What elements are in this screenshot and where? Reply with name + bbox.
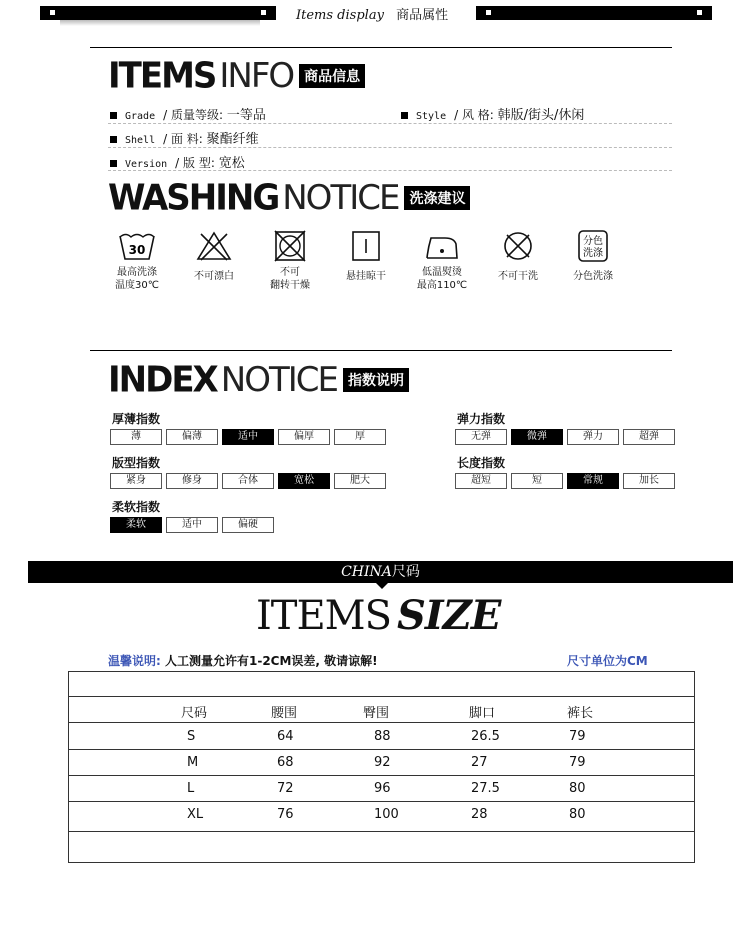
title-thin: INFO bbox=[219, 56, 294, 96]
no-tumble-dry-icon bbox=[271, 230, 309, 262]
table-cell: S bbox=[187, 729, 196, 744]
wash-label bbox=[326, 270, 406, 283]
index-option: 适中 bbox=[166, 517, 218, 533]
table-cell: 88 bbox=[374, 729, 391, 744]
wash-label-line1: 不可 bbox=[280, 267, 300, 278]
bullet-icon bbox=[110, 112, 117, 119]
index-option: 偏厚 bbox=[278, 429, 330, 445]
table-cell: 76 bbox=[277, 807, 294, 822]
table-header: 腰围 bbox=[271, 706, 298, 721]
table-cell: 92 bbox=[374, 755, 391, 770]
separate-wash-icon bbox=[574, 230, 612, 262]
index-label-softness: 柔软指数 bbox=[112, 500, 161, 514]
table-cell: 100 bbox=[374, 807, 399, 822]
no-dry-clean-icon bbox=[499, 230, 537, 262]
size-title-b: SIZE bbox=[397, 592, 501, 639]
title-bold: INDEX bbox=[108, 359, 217, 401]
banner-title-en: Items display bbox=[296, 8, 384, 23]
wash-label bbox=[553, 270, 633, 283]
wash-item bbox=[402, 230, 482, 292]
hang-dry-icon bbox=[347, 230, 385, 262]
table-cell: 79 bbox=[569, 729, 586, 744]
table-header: 裤长 bbox=[567, 706, 594, 721]
index-option: 微弹 bbox=[511, 429, 563, 445]
banner-bar-right bbox=[476, 6, 712, 20]
wash-label-line1: 分色洗涤 bbox=[573, 271, 613, 282]
unit-note: 尺寸单位为CM bbox=[567, 654, 648, 668]
index-row-softness bbox=[110, 517, 278, 533]
index-row-thickness bbox=[110, 429, 390, 445]
svg-text:分色: 分色 bbox=[583, 236, 603, 247]
index-option: 合体 bbox=[222, 473, 274, 489]
wash-item bbox=[250, 230, 330, 292]
banner-shadow bbox=[60, 20, 260, 26]
wash-item bbox=[478, 230, 558, 283]
index-option: 修身 bbox=[166, 473, 218, 489]
square-icon bbox=[697, 10, 702, 15]
no-bleach-icon bbox=[195, 230, 233, 262]
index-option: 宽松 bbox=[278, 473, 330, 489]
info-label: / 风 格: bbox=[454, 108, 494, 122]
table-cell: 27.5 bbox=[471, 781, 500, 796]
table-cell: M bbox=[187, 755, 199, 770]
table-cell: 27 bbox=[471, 755, 488, 770]
table-header: 尺码 bbox=[181, 706, 208, 721]
index-option: 弹力 bbox=[567, 429, 619, 445]
china-size-bar bbox=[28, 561, 733, 583]
title-tag: 指数说明 bbox=[343, 368, 409, 392]
index-option: 柔软 bbox=[110, 517, 162, 533]
size-table bbox=[68, 671, 695, 863]
index-option: 肥大 bbox=[334, 473, 386, 489]
info-en: Grade bbox=[125, 111, 156, 122]
table-rule bbox=[69, 831, 694, 832]
table-header: 脚口 bbox=[469, 706, 496, 721]
size-title-a: ITEMS bbox=[256, 593, 392, 639]
wash-30-icon bbox=[118, 230, 156, 262]
svg-text:洗涤: 洗涤 bbox=[583, 248, 603, 259]
down-arrow-icon bbox=[376, 583, 388, 589]
index-row-length bbox=[455, 473, 679, 489]
info-en: Version bbox=[125, 159, 168, 170]
wash-label bbox=[174, 270, 254, 283]
index-row-fit bbox=[110, 473, 390, 489]
index-option: 适中 bbox=[222, 429, 274, 445]
note-label: 温馨说明: bbox=[108, 654, 161, 668]
info-row-grade bbox=[110, 104, 266, 123]
title-thin: NOTICE bbox=[282, 178, 399, 218]
square-icon bbox=[50, 10, 55, 15]
banner-title bbox=[296, 4, 448, 23]
wash-label bbox=[478, 270, 558, 283]
table-cell: XL bbox=[187, 807, 204, 822]
index-title bbox=[108, 360, 409, 400]
info-label: / 质量等级: bbox=[163, 108, 224, 122]
note-text: 人工测量允许有1-2CM误差, 敬请谅解! bbox=[165, 654, 378, 668]
table-rule bbox=[69, 801, 694, 802]
china-bar-en: CHINA bbox=[341, 564, 392, 580]
banner-bar-left bbox=[40, 6, 276, 20]
bullet-icon bbox=[401, 112, 408, 119]
title-tag: 商品信息 bbox=[299, 64, 365, 88]
table-rule bbox=[69, 696, 694, 697]
china-bar-cn: 尺码 bbox=[391, 564, 420, 580]
wash-item bbox=[326, 230, 406, 283]
title-bold: ITEMS bbox=[108, 55, 216, 97]
table-rule bbox=[69, 775, 694, 776]
wash-label bbox=[250, 266, 330, 292]
index-option: 加长 bbox=[623, 473, 675, 489]
title-tag: 洗涤建议 bbox=[404, 186, 470, 210]
wash-label-line1: 悬挂晾干 bbox=[346, 271, 386, 282]
wash-label-line1: 最高洗涤 bbox=[117, 267, 157, 278]
table-cell: 80 bbox=[569, 781, 586, 796]
banner-title-cn: 商品属性 bbox=[396, 8, 449, 23]
index-label-thickness: 厚薄指数 bbox=[112, 412, 161, 426]
title-bold: WASHING bbox=[108, 177, 279, 219]
bullet-icon bbox=[110, 160, 117, 167]
index-label-fit: 版型指数 bbox=[112, 456, 161, 470]
table-rule bbox=[69, 722, 694, 723]
table-cell: 26.5 bbox=[471, 729, 500, 744]
wash-label-line2: 最高110℃ bbox=[416, 280, 468, 291]
items-info-title bbox=[108, 56, 365, 96]
wash-item bbox=[97, 230, 177, 292]
wash-label-line1: 不可漂白 bbox=[194, 271, 234, 282]
index-label-elasticity: 弹力指数 bbox=[457, 412, 506, 426]
table-header: 臀围 bbox=[363, 706, 390, 721]
square-icon bbox=[261, 10, 266, 15]
index-option: 偏硬 bbox=[222, 517, 274, 533]
divider bbox=[90, 350, 672, 351]
low-iron-icon bbox=[423, 230, 461, 262]
washing-title bbox=[108, 178, 470, 218]
divider bbox=[90, 47, 672, 48]
table-cell: 72 bbox=[277, 781, 294, 796]
info-label: / 面 料: bbox=[163, 132, 203, 146]
info-value: 一等品 bbox=[226, 108, 266, 123]
table-cell: 68 bbox=[277, 755, 294, 770]
index-option: 薄 bbox=[110, 429, 162, 445]
wash-label-line2: 翻转干燥 bbox=[270, 280, 310, 291]
table-rule bbox=[69, 749, 694, 750]
wash-label-line2: 温度30℃ bbox=[115, 280, 159, 291]
dashed-divider bbox=[108, 170, 672, 171]
index-option: 超短 bbox=[455, 473, 507, 489]
wash-item bbox=[174, 230, 254, 283]
info-value: 韩版/街头/休闲 bbox=[497, 108, 585, 123]
info-value: 宽松 bbox=[218, 156, 245, 171]
bullet-icon bbox=[110, 136, 117, 143]
size-note bbox=[108, 652, 378, 669]
dashed-divider bbox=[108, 123, 672, 124]
index-option: 紧身 bbox=[110, 473, 162, 489]
wash-label-line1: 不可干洗 bbox=[498, 271, 538, 282]
svg-text:30: 30 bbox=[128, 243, 146, 257]
wash-item bbox=[553, 230, 633, 283]
index-label-length: 长度指数 bbox=[457, 456, 506, 470]
items-size-title bbox=[256, 592, 500, 639]
table-cell: L bbox=[187, 781, 195, 796]
title-thin: NOTICE bbox=[220, 360, 337, 400]
index-option: 短 bbox=[511, 473, 563, 489]
index-option: 超弹 bbox=[623, 429, 675, 445]
index-option: 偏薄 bbox=[166, 429, 218, 445]
table-cell: 64 bbox=[277, 729, 294, 744]
dashed-divider bbox=[108, 147, 672, 148]
square-icon bbox=[486, 10, 491, 15]
index-row-elasticity bbox=[455, 429, 679, 445]
index-option: 无弹 bbox=[455, 429, 507, 445]
info-value: 聚酯纤维 bbox=[206, 132, 259, 147]
table-cell: 80 bbox=[569, 807, 586, 822]
info-en: Shell bbox=[125, 135, 156, 146]
info-row-version bbox=[110, 152, 245, 171]
table-cell: 28 bbox=[471, 807, 488, 822]
index-option: 厚 bbox=[334, 429, 386, 445]
wash-label-line1: 低温熨烫 bbox=[422, 267, 462, 278]
index-option: 常规 bbox=[567, 473, 619, 489]
table-cell: 96 bbox=[374, 781, 391, 796]
wash-label bbox=[402, 266, 482, 292]
info-label: / 版 型: bbox=[175, 156, 215, 170]
wash-label bbox=[97, 266, 177, 292]
table-cell: 79 bbox=[569, 755, 586, 770]
info-row-shell bbox=[110, 128, 259, 147]
info-en: Style bbox=[416, 111, 447, 122]
info-row-style bbox=[401, 104, 584, 123]
